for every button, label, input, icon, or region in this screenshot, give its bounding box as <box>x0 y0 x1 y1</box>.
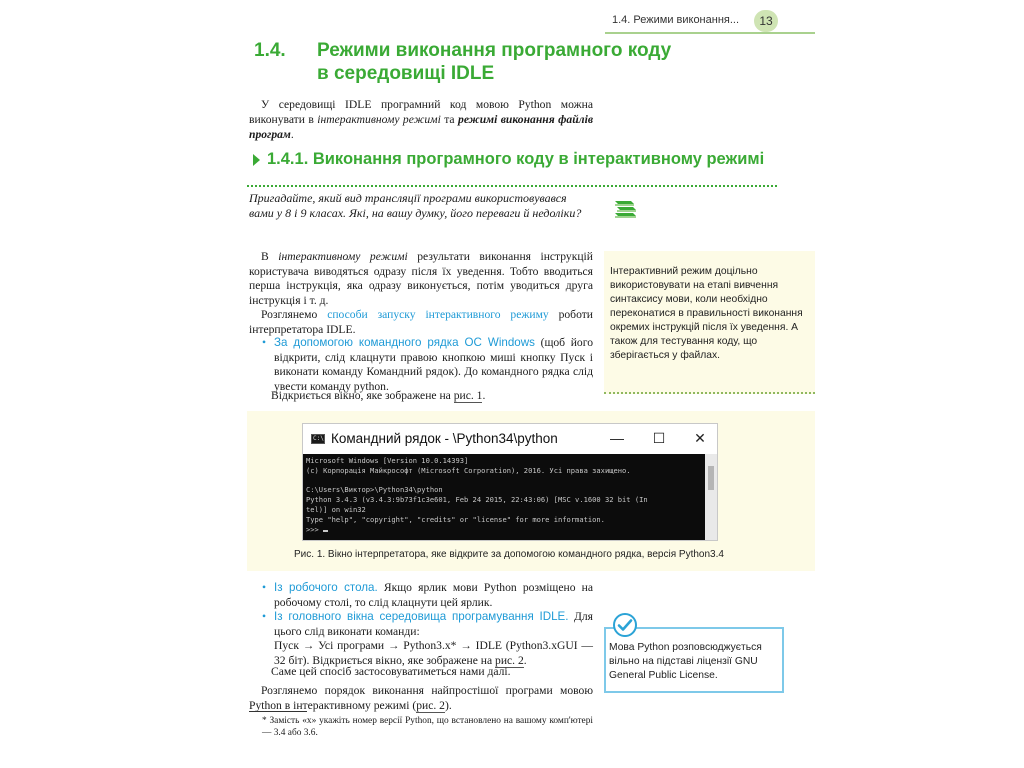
maximize-icon[interactable]: ☐ <box>652 430 666 446</box>
page-number: 13 <box>754 10 778 32</box>
section-title-line-1: Режими виконання програмного коду <box>317 40 672 61</box>
subsection-title: 1.4.1. Виконання програмного коду в інтерактивному режимі <box>267 150 765 168</box>
section-title-line-2: в середовищі IDLE <box>317 63 495 84</box>
execution-order-paragraph: Розглянемо порядок виконання найпростішої програми мовою Python в інтерактивному режимі (рис. 2). <box>249 684 593 712</box>
window-opens-text: Відкриється вікно, яке зображене на рис. 1. <box>271 389 486 402</box>
launch-methods-list-continued <box>262 581 593 668</box>
list-item: • За допомогою командного рядка ОС Windows (щоб його відкрити, слід клацнути правою кнопкою миші кнопку Пуск і виконати команду Командний рядок). До командного рядка слід увести команду python. <box>262 336 593 393</box>
note-text: Інтерактивний режим доцільно використовувати на етапі вивчення синтаксису мови, коли необхідно переконатися в правильності виконання окремих інструкцій після їх уведення. А також для тестування коду, що зберігається у файлах. <box>610 266 803 361</box>
figure-ref-1[interactable]: рис. 1 <box>453 389 483 402</box>
console-line: Python 3.4.3 (v3.4.3:9b73f1c3e601, Feb 24 2015, 22:43:06) [MSC v.1600 32 bit (In <box>306 495 648 505</box>
list-item-link[interactable]: Із головного вікна середовища програмування IDLE. <box>274 610 569 623</box>
window-title: Командний рядок - \Python34\python <box>331 431 558 446</box>
console-line: (c) Корпорація Майкрософт (Microsoft Corporation), 2016. Усі права захищено. <box>306 465 631 475</box>
console-line: Type "help", "copyright", "credits" or "license" for more information. <box>306 514 605 524</box>
list-item: • Із робочого стола. Якщо ярлик мови Python розміщено на робочому столі, то слід клацнути цей ярлик. <box>262 581 593 609</box>
dotted-divider <box>247 185 777 187</box>
list-item: • Із головного вікна середовища програмування IDLE. Для цього слід виконати команди: Пуск → Усі програми → Python3.x* → IDLE (Python3.xGUI — 32 біт). Відкриється вікно, яке зображене на рис. 2. <box>262 610 593 667</box>
running-header: 1.4. Режими виконання... <box>612 14 740 26</box>
minimize-icon[interactable]: — <box>610 430 624 446</box>
question-text: Пригадайте, який вид трансляції програми використовувався вами у 8 і 9 класах. Які, на вашу думку, його переваги й недоліки? <box>249 191 582 220</box>
command-prompt-window[interactable] <box>302 423 718 541</box>
close-icon[interactable]: ✕ <box>694 430 706 446</box>
console-line: Microsoft Windows [Version 10.0.14393] <box>306 456 469 465</box>
console-output[interactable] <box>303 454 705 540</box>
console-line: C:\Users\Виктор>\Python34\python <box>306 485 443 495</box>
books-icon <box>610 193 640 228</box>
figure-ref-2[interactable]: рис. 2 <box>495 653 524 667</box>
figure-ref-2b[interactable]: рис. 2 <box>416 698 445 712</box>
license-note-text: Мова Python розповсюджується вільно на підставі ліцензії GNU General Public License. <box>609 642 762 681</box>
console-app-icon: C:\ <box>313 435 324 442</box>
figure-caption: Рис. 1. Вікно інтерпретатора, яке відкрите за допомогою командного рядка, версія Python3.4 <box>294 549 724 560</box>
list-item-link[interactable]: Із робочого стола. <box>274 581 378 594</box>
chevron-right-icon <box>253 154 260 166</box>
footnote: * Замість «x» укажіть номер версії Python, що встановлено на вашому комп'ютері — 3.4 або 3.6. <box>262 716 593 738</box>
interactive-mode-paragraph: В інтерактивному режимі результати виконання інструкцій користувача виводяться одразу після їх уведення. Тобто вводиться перша інструкція, яка одразу виконується, потім уводиться друга інструкція і т. д. Розглянемо способи запуску інтерактивного режиму роботи інтерпретатора IDLE. <box>249 250 593 336</box>
method-used-text: Саме цей спосіб застосовуватиметься нами далі. <box>271 665 511 678</box>
text-cursor <box>323 530 328 532</box>
checkmark-circle-icon <box>612 612 638 643</box>
window-titlebar[interactable] <box>303 424 717 454</box>
footnote-rule <box>249 711 307 712</box>
header-rule <box>605 32 815 34</box>
console-line: tel)] on win32 <box>306 504 366 514</box>
link-launch-methods[interactable]: способи запуску інтерактивного режиму <box>327 308 549 321</box>
launch-methods-list <box>262 336 593 394</box>
section-number: 1.4. <box>254 40 286 61</box>
list-item-link[interactable]: За допомогою командного рядка ОС Windows <box>274 336 535 349</box>
scrollbar-thumb[interactable] <box>708 466 714 490</box>
console-prompt: >>> <box>306 524 324 534</box>
intro-paragraph: У середовищі IDLE програмний код мовою Python можна виконувати в інтерактивному режимі та режимі виконання файлів програм. <box>249 98 594 141</box>
